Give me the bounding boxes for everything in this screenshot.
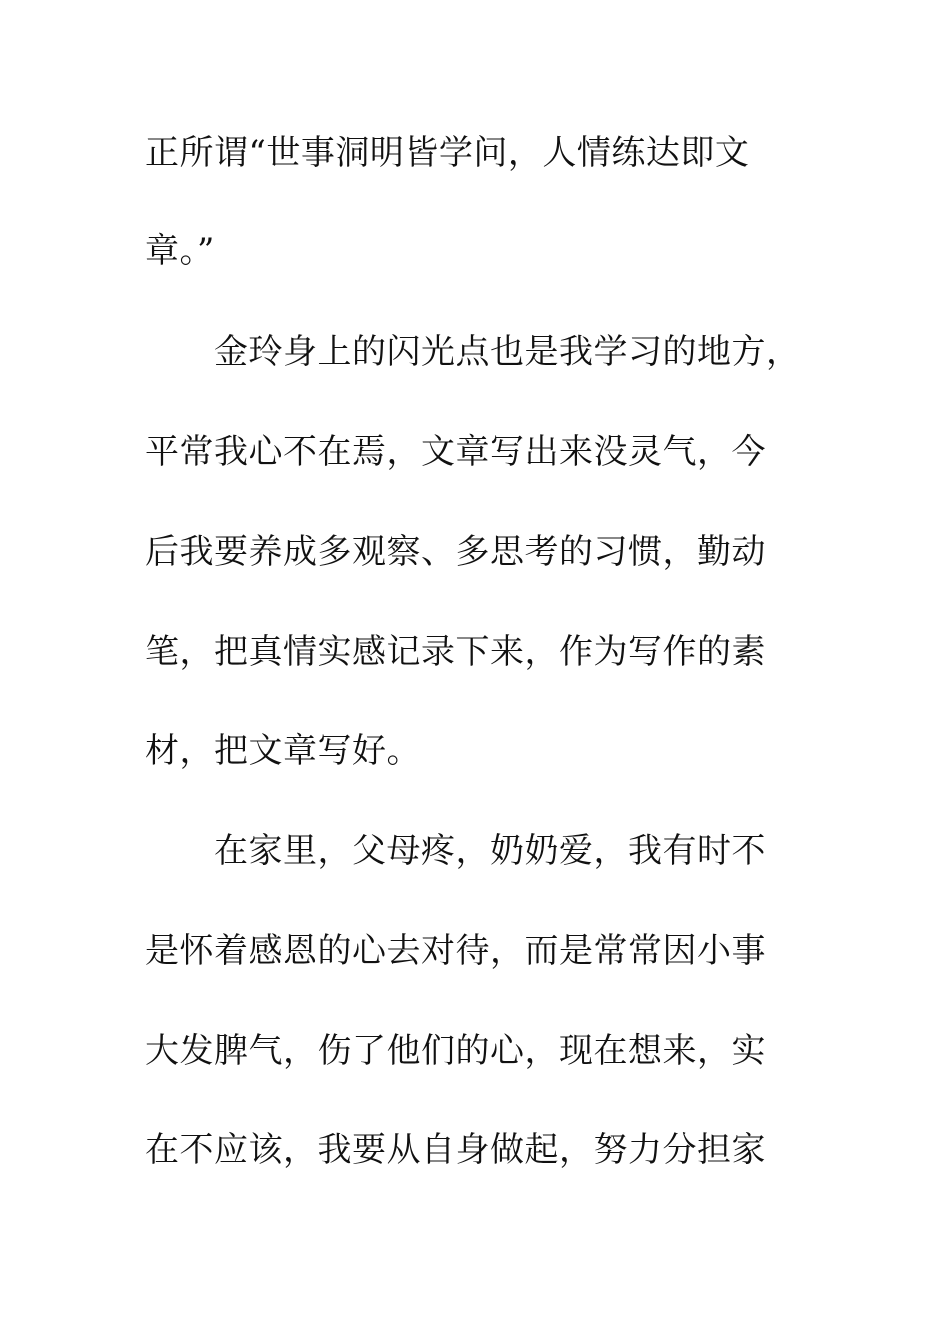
text-line-1: 正所谓“世事洞明皆学问，人情练达即文 bbox=[145, 133, 750, 173]
text-line-5: 后我要养成多观察、多思考的习惯，勤动 bbox=[145, 532, 766, 572]
text-line-9: 是怀着感恩的心去对待，而是常常因小事 bbox=[145, 931, 766, 971]
text-line-2: 章。” bbox=[145, 231, 215, 271]
text-line-6: 笔，把真情实感记录下来，作为写作的素 bbox=[145, 632, 766, 672]
paragraph-start-line: 金玲身上的闪光点也是我学习的地方， bbox=[214, 332, 801, 372]
text-line-11: 在不应该，我要从自身做起，努力分担家 bbox=[145, 1130, 766, 1170]
text-line-7: 材，把文章写好。 bbox=[145, 731, 421, 771]
paragraph-start-line: 在家里，父母疼，奶奶爱，我有时不 bbox=[214, 831, 766, 871]
text-line-10: 大发脾气，伤了他们的心，现在想来，实 bbox=[145, 1031, 766, 1071]
text-line-4: 平常我心不在焉，文章写出来没灵气，今 bbox=[145, 432, 766, 472]
